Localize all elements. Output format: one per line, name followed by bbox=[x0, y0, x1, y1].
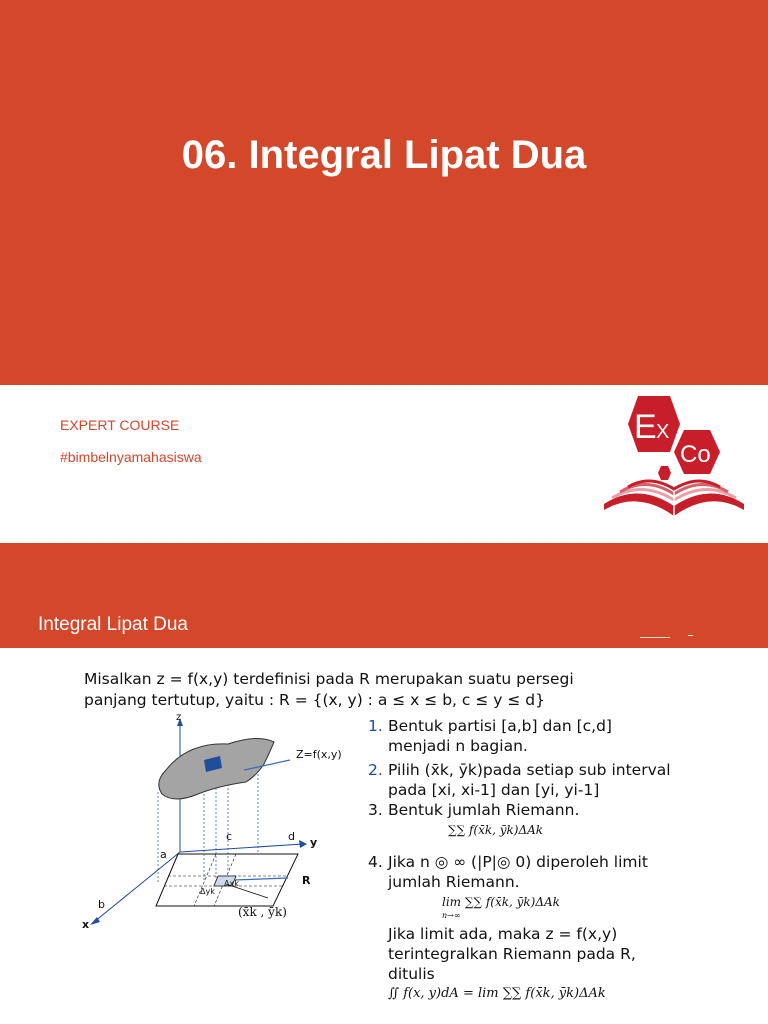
step-number: 3. bbox=[368, 801, 383, 819]
sample-point-label: (x̄k , ȳk) bbox=[238, 905, 287, 919]
double-integral-formula: ∬ f(x, y)dA = lim ∑∑ f(x̄k, ȳk)ΔAk bbox=[388, 986, 606, 1001]
step-number: 4. bbox=[368, 853, 383, 871]
y-axis-arrow-icon bbox=[299, 840, 307, 848]
exco-logo bbox=[598, 394, 750, 530]
intro-line: panjang tertutup, yaitu : R = {(x, y) : a ≤ x ≤ b, c ≤ y ≤ d} bbox=[84, 691, 545, 709]
step-1 bbox=[368, 716, 748, 756]
region-pointer bbox=[234, 878, 288, 880]
step-text: pada [xi, xi-1] dan [yi, yi-1] bbox=[388, 781, 600, 799]
step-text: Bentuk jumlah Riemann. bbox=[388, 801, 580, 819]
double-integral-diagram bbox=[78, 712, 368, 934]
d-label: d bbox=[288, 830, 295, 843]
conclusion-text: terintegralkan Riemann pada R, bbox=[388, 945, 636, 963]
header-decoration bbox=[688, 635, 693, 636]
step-text: Jika n ◎ ∞ (|P|◎ 0) diperoleh limit bbox=[388, 853, 648, 871]
section-title: Integral Lipat Dua bbox=[38, 614, 188, 635]
intro-paragraph bbox=[84, 669, 704, 711]
open-book-icon bbox=[604, 481, 744, 518]
title-slide-banner bbox=[0, 0, 768, 385]
conclusion-text: ditulis bbox=[388, 965, 435, 983]
slide-title: 06. Integral Lipat Dua bbox=[181, 133, 587, 177]
logo-letters-co: Co bbox=[680, 441, 711, 468]
course-name: EXPERT COURSE bbox=[60, 417, 180, 433]
step-number: 1. bbox=[368, 717, 383, 735]
step-4 bbox=[368, 852, 748, 920]
step-text: Pilih (x̄k, ȳk)pada setiap sub interval bbox=[388, 761, 671, 779]
conclusion-text: Jika limit ada, maka z = f(x,y) bbox=[388, 925, 618, 943]
limit-subscript: n→∞ bbox=[442, 911, 461, 920]
c-label: c bbox=[226, 830, 233, 843]
hashtag: #bimbelnyamahasiswa bbox=[60, 449, 202, 465]
b-label: b bbox=[98, 898, 105, 911]
step-text: menjadi n bagian. bbox=[388, 737, 528, 755]
logo-letter-x: X bbox=[656, 421, 670, 443]
step-3 bbox=[368, 800, 748, 840]
header-decoration bbox=[640, 637, 670, 638]
steps-list bbox=[368, 716, 748, 1004]
conclusion bbox=[368, 924, 748, 1004]
r-label: R bbox=[302, 874, 311, 887]
logo-hexagon-dot bbox=[658, 466, 671, 480]
step-2 bbox=[368, 760, 748, 800]
logo-letter-e: E bbox=[634, 408, 657, 446]
delta-y-label: Δyk bbox=[200, 887, 215, 896]
intro-line: Misalkan z = f(x,y) terdefinisi pada R merupakan suatu persegi bbox=[84, 670, 574, 688]
surface-label: Z=f(x,y) bbox=[296, 748, 342, 761]
x-axis bbox=[94, 852, 180, 922]
limit-formula: lim ∑∑ f(x̄k, ȳk)ΔAk bbox=[442, 895, 560, 909]
y-axis bbox=[180, 844, 303, 852]
a-label: a bbox=[160, 848, 167, 861]
step-text: jumlah Riemann. bbox=[388, 873, 520, 891]
z-label: z bbox=[176, 712, 182, 723]
y-label: y bbox=[310, 836, 318, 849]
step-number: 2. bbox=[368, 761, 383, 779]
step-text: Bentuk partisi [a,b] dan [c,d] bbox=[388, 717, 612, 735]
x-label: x bbox=[82, 918, 90, 931]
riemann-sum-formula: ∑∑ f(x̄k, ȳk)ΔAk bbox=[448, 823, 544, 837]
delta-x-label: Δxk bbox=[224, 879, 239, 888]
region-grid-line bbox=[194, 854, 216, 906]
